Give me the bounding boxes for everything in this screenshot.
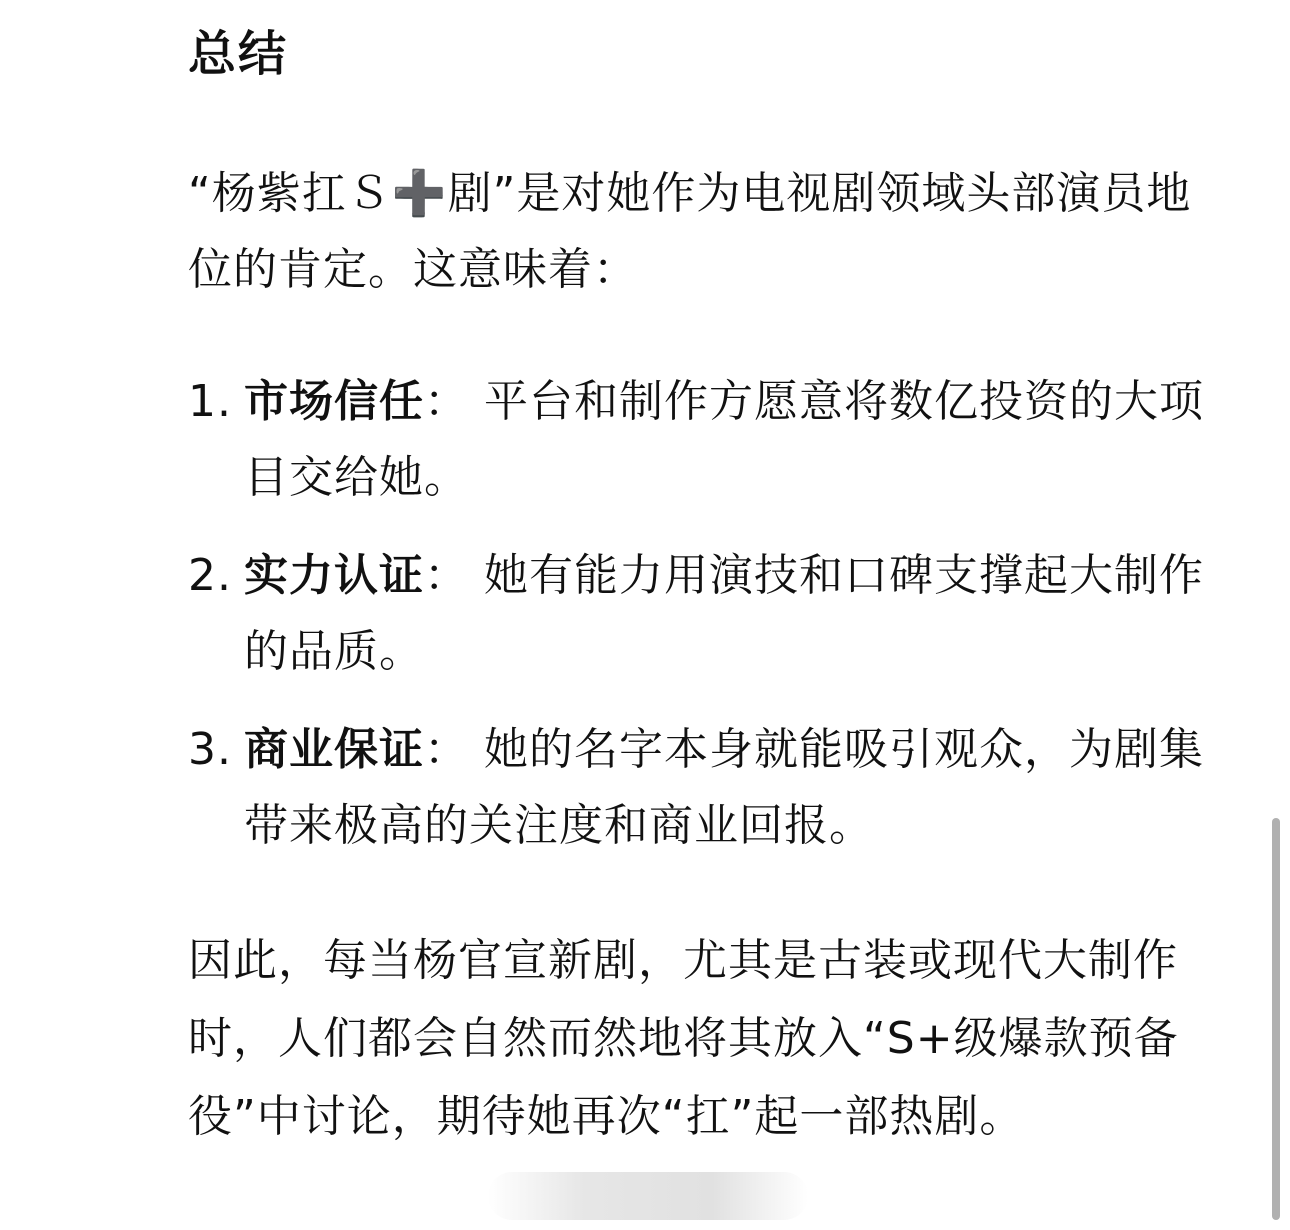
list-item-colon: ： <box>424 724 469 775</box>
section-heading: 总结 <box>188 26 289 82</box>
list-item-text: 她的名字本身就能吸引观众，为剧集带来极高的关注度和商业回报。 <box>244 724 1204 851</box>
scrollbar[interactable] <box>1272 818 1280 1220</box>
list-item-colon: ： <box>424 550 469 601</box>
heavy-plus-icon: ➕ <box>391 168 448 219</box>
list-item-text: 她有能力用演技和口碑支撑起大制作的品质。 <box>244 550 1204 677</box>
list-item-text: 平台和制作方愿意将数亿投资的大项目交给她。 <box>244 376 1204 503</box>
intro-text-before: “杨紫扛Ｓ <box>188 168 392 219</box>
closing-paragraph: 因此，每当杨官宣新剧，尤其是古装或现代大制作时，人们都会自然而然地将其放入“S+级爆款预备役”中讨论，期待她再次“扛”起一部热剧。 <box>188 935 1179 1142</box>
watermark <box>488 1172 808 1220</box>
list-item-number: 2. <box>188 550 232 601</box>
intro-paragraph <box>188 156 1228 308</box>
key-points-list <box>188 364 1228 886</box>
list-item-number: 1. <box>188 376 232 427</box>
list-item-title: 商业保证 <box>244 724 424 775</box>
list-item <box>188 712 1228 864</box>
list-item-title: 市场信任 <box>244 376 424 427</box>
list-item-colon: ： <box>424 376 469 427</box>
list-item-title: 实力认证 <box>244 550 424 601</box>
list-item-number: 3. <box>188 724 232 775</box>
list-item <box>188 538 1228 690</box>
list-item <box>188 364 1228 516</box>
intro-text-after: 剧”是对她作为电视剧领域头部演员地位的肯定。这意味着： <box>188 168 1192 295</box>
